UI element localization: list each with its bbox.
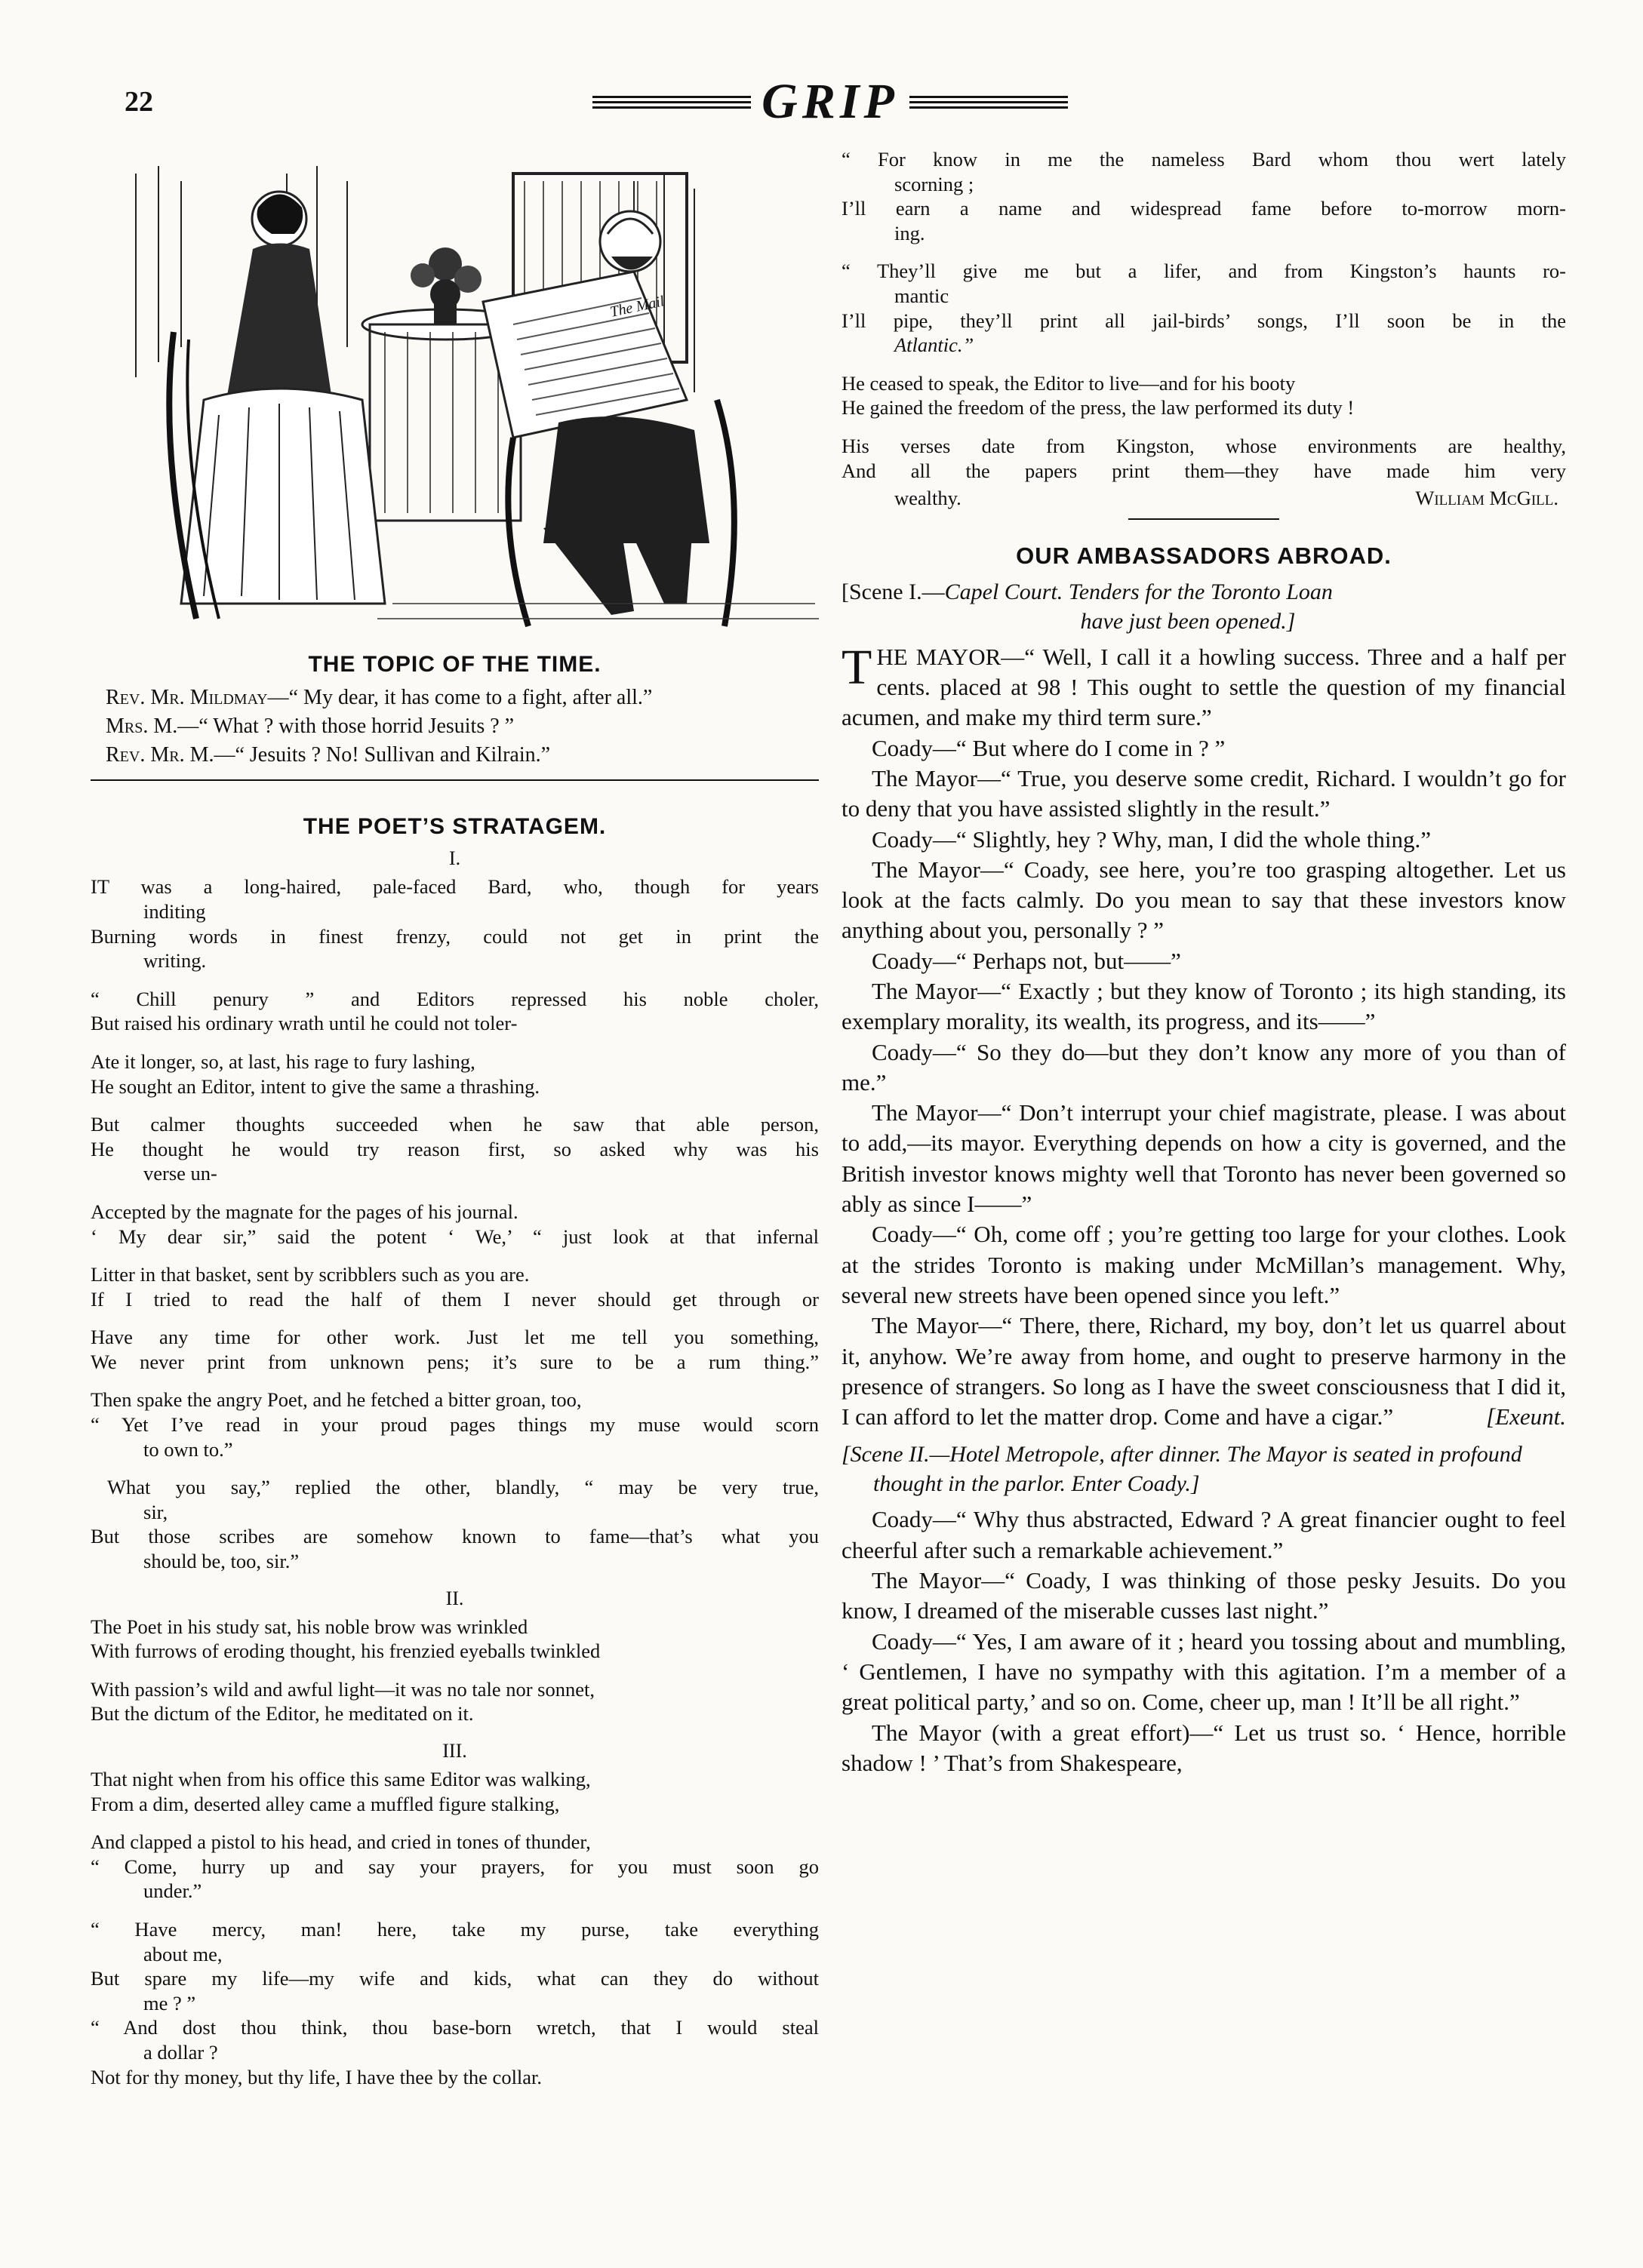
dialog-paragraph: The Mayor—“ Exactly ; but they know of Toronto ; its high standing, its exemplary morality, its wealth, its progress, and its——” [841,977,1566,1035]
verse-line: But raised his ordinary wrath until he could not toler- [91,1012,518,1035]
verse-line: He thought he would try reason first, so asked why was his [91,1137,819,1160]
verse-line: verse un- [143,1162,217,1185]
topic-title: THE TOPIC OF THE TIME. [308,652,602,677]
topic-line: Mrs. M.—“ What ? with those horrid Jesuits ? ” [106,714,515,738]
topic-line: Rev. Mr. M.—“ Jesuits ? No! Sullivan and Kilrain.” [106,742,551,767]
part-one-numeral: I. [448,847,461,870]
poem-stanza [91,874,819,973]
dialog-paragraph: The Mayor—“ There, there, Richard, my boy, don’t let us quarrel about it, anyhow. We’re away from home, and ought to preserve harmony in the presence of strangers. So long as I have the sweet consciousness that I did it, I can afford to let the matter drop. Come and have a cigar.” [Exeunt. [841,1311,1566,1432]
dialog-paragraph: The Mayor—“ True, you deserve some credit, Richard. I wouldn’t go for to deny that you have assisted slightly in the result.” [841,764,1566,822]
verse-line: Have any time for other work. Just let me tell you something, [91,1326,819,1349]
masthead [574,72,1087,132]
poem-stanza [91,1615,819,1664]
verse-line: Accepted by the magnate for the pages of his journal. [91,1200,518,1223]
topic-line: Rev. Mr. Mildmay—“ My dear, it has come to a fight, after all.” [106,686,653,709]
verse-line: With furrows of eroding thought, his frenzied eyeballs twinkled [91,1640,601,1663]
verse-line: mantic [894,284,949,307]
verse-line: Burning words in finest frenzy, could not get in print the [91,924,819,948]
poem-stanza [91,1200,819,1249]
poem-author: William McGill. [1415,487,1558,510]
dialog-paragraph: The Mayor—“ Don’t interrupt your chief magistrate, please. I was about to add,—its mayor. Everything depends on how a city is governed, and the British investor knows mighty well that Toronto has never been governed so ably as since I——” [841,1099,1566,1218]
ambassadors-title: OUR AMBASSADORS ABROAD. [1016,542,1392,569]
part-three-numeral: III. [442,1740,467,1762]
drop-cap: T [841,639,872,695]
dialog-paragraph: Coady—“ Slightly, hey ? Why, man, I did the whole thing.” [872,825,1432,853]
verse-line: I’ll earn a name and widespread fame before to-morrow morn- [841,197,1566,220]
poem-stanza [841,434,1566,483]
poem-end-rule [1128,518,1279,520]
verse-line: to own to.” [143,1437,233,1461]
dialog-paragraph: THE MAYOR—“ Well, I call it a howling success. Three and a half per cents. placed at 98 ! This ought to settle the question of my financial acumen, and make my third term sure.” [841,639,1566,731]
verse-line: about me, [143,1942,223,1965]
dialog-paragraph: The Mayor—“ Coady, see here, you’re too grasping altogether. Let us look at the facts calmly. Do you mean to say that these investors know anything about you, personally ? ” [841,856,1566,944]
poem-stanza [841,259,1566,357]
page-header [0,72,1643,132]
poem-part-three [91,1767,819,2089]
verse-line: Not for thy money, but thy life, I have thee by the collar. [91,2065,543,2088]
poem-stanza [91,1112,819,1186]
dialog-paragraph: The Mayor (with a great effort)—“ Let us trust so. ‘ Hence, horrible shadow ! ’ That’s from Shakespeare, [841,1719,1566,1776]
poem-stanza [91,1767,819,1816]
verse-line: That night when from his office this same Editor was walking, [91,1768,591,1791]
dialog-paragraph: Coady—“ Yes, I am aware of it ; heard you tossing about and mumbling, ‘ Gentlemen, I have no sympathy with this agitation. I’m a member of a great political party,’ and so on. Come, cheer up, man ! It’ll be all right.” [841,1627,1566,1716]
verse-line: But calmer thoughts succeeded when he saw that able person, [91,1113,819,1136]
poem-continuation [841,147,1566,483]
verse-line: “ For know in me the nameless Bard whom thou wert lately [841,148,1566,171]
verse-line: We never print from unknown pens; it’s sure to be a rum thing.” [91,1350,819,1373]
verse-line: Ate it longer, so, at last, his rage to fury lashing, [91,1049,475,1073]
verse-line: And clapped a pistol to his head, and cried in tones of thunder, [91,1830,591,1854]
topic-dialog [91,684,819,769]
verse-line: sir, [143,1500,168,1523]
verse-line: “ They’ll give me but a lifer, and from Kingston’s haunts ro- [841,260,1566,283]
verse-line: ing. [894,221,925,244]
verse-line: He sought an Editor, intent to give the same a thrashing. [91,1074,540,1098]
dialog-paragraph: Coady—“ Oh, come off ; you’re getting too large for your clothes. Look at the strides Toronto is making under McMillan’s management. Why, several new streets have been opened since you left.” [841,1221,1566,1308]
verse-line: IT was a long-haired, pale-faced Bard, who, though for years [91,875,819,899]
poem-part-one [91,874,819,1573]
verse-line: And all the papers print them—they have made him very [841,459,1566,482]
verse-line: “ Have mercy, man! here, take my purse, take everything [91,1917,819,1941]
verse-line: He gained the freedom of the press, the law performed its duty ! [841,396,1355,419]
dialog-paragraph: Coady—“ Perhaps not, but——” [872,947,1181,974]
verse-line: But those scribes are somehow known to fame—that’s what you [91,1525,819,1548]
verse-line: should be, too, sir.” [143,1550,300,1573]
poem-stanza [91,1475,819,1573]
verse-line: under.” [143,1879,202,1903]
verse-line: Atlantic.” [894,333,974,357]
dialog-paragraph: Coady—“ So they do—but they don’t know any more of you than of me.” [841,1038,1566,1096]
poem-stanza [91,987,819,1036]
verse-line: writing. [143,949,207,973]
part-two-numeral: II. [445,1587,464,1609]
page-number: 22 [125,86,153,118]
verse-line: Then spake the angry Poet, and he fetched a bitter groan, too, [91,1388,582,1412]
verse-line: a dollar ? [143,2040,218,2064]
scene-two-heading: [Scene II.—Hotel Metropole, after dinner. The Mayor is seated in profound thought in the parlor. Enter Coady.] [841,1442,1522,1497]
verse-line: His verses date from Kingston, whose environments are healthy, [841,434,1566,457]
verse-line: From a dim, deserted alley came a muffled figure stalking, [91,1792,560,1815]
scene-one-heading: [Scene I.—Capel Court. Tenders for the Toronto Loan have just been opened.] [841,579,1333,634]
left-column [91,151,819,2103]
poem-last-line: wealthy. [894,487,961,510]
poem-stanza [91,1830,819,1904]
verse-line: But spare my life—my wife and kids, what can they do without [91,1967,819,1990]
poet-title: THE POET’S STRATAGEM. [303,814,607,840]
poem-stanza [91,1262,819,1311]
verse-line: inditing [143,899,206,923]
poem-stanza [91,1917,819,2089]
verse-line: But the dictum of the Editor, he meditated on it. [91,1702,474,1726]
masthead-title: GRIP [762,74,899,129]
verse-line: “ Chill penury ” and Editors repressed his noble choler, [91,987,819,1010]
verse-line: I’ll pipe, they’ll print all jail-birds’ songs, I’ll soon be in the [841,309,1566,332]
masthead-rule-right [909,96,1068,109]
poem-stanza [841,371,1566,420]
poem-part-two [91,1615,819,1726]
verse-line: The Poet in his study sat, his noble brow was wrinkled [91,1615,528,1638]
verse-line: scorning ; [894,172,974,195]
verse-line: “ And dost thou think, thou base-born wretch, that I would steal [91,2016,819,2039]
dialog-paragraph: The Mayor—“ Coady, I was thinking of those pesky Jesuits. Do you know, I dreamed of the miserable cusses last night.” [841,1567,1566,1624]
right-column [841,147,1566,1778]
ambassadors-dialog-two [841,1504,1566,1778]
verse-line: “ Come, hurry up and say your prayers, for you must soon go [91,1855,819,1878]
verse-line: me ? ” [143,1991,196,2014]
masthead-rule-left [592,96,751,109]
poem-stanza [841,147,1566,245]
poem-signature [841,486,1566,511]
dialog-paragraph: Coady—“ Why thus abstracted, Edward ? A great financier ought to feel cheerful after such a remarkable achievement.” [841,1506,1566,1563]
verse-line: ‘ My dear sir,” said the potent ‘ We,’ “ just look at that infernal [91,1225,819,1248]
newspaper-label: The Mail [608,293,666,321]
verse-line: What you say,” replied the other, blandly, “ may be very true, [107,1476,819,1499]
section-divider [91,779,819,781]
verse-line: With passion’s wild and awful light—it was no tale nor sonnet, [91,1677,595,1701]
cartoon-illustration [91,151,819,634]
exeunt-direction: [Exeunt. [1486,1403,1566,1431]
ambassadors-dialog-one [841,639,1566,1433]
verse-line: “ Yet I’ve read in your proud pages things my muse would scorn [91,1413,819,1437]
verse-line: He ceased to speak, the Editor to live—and for his booty [841,371,1296,395]
poem-stanza [91,1388,819,1461]
poem-stanza [91,1325,819,1374]
dialog-paragraph: Coady—“ But where do I come in ? ” [872,734,1226,761]
poem-stanza [91,1049,819,1099]
verse-line: Litter in that basket, sent by scribblers such as you are. [91,1263,530,1286]
verse-line: If I tried to read the half of them I never should get through or [91,1287,819,1311]
poem-stanza [91,1677,819,1726]
